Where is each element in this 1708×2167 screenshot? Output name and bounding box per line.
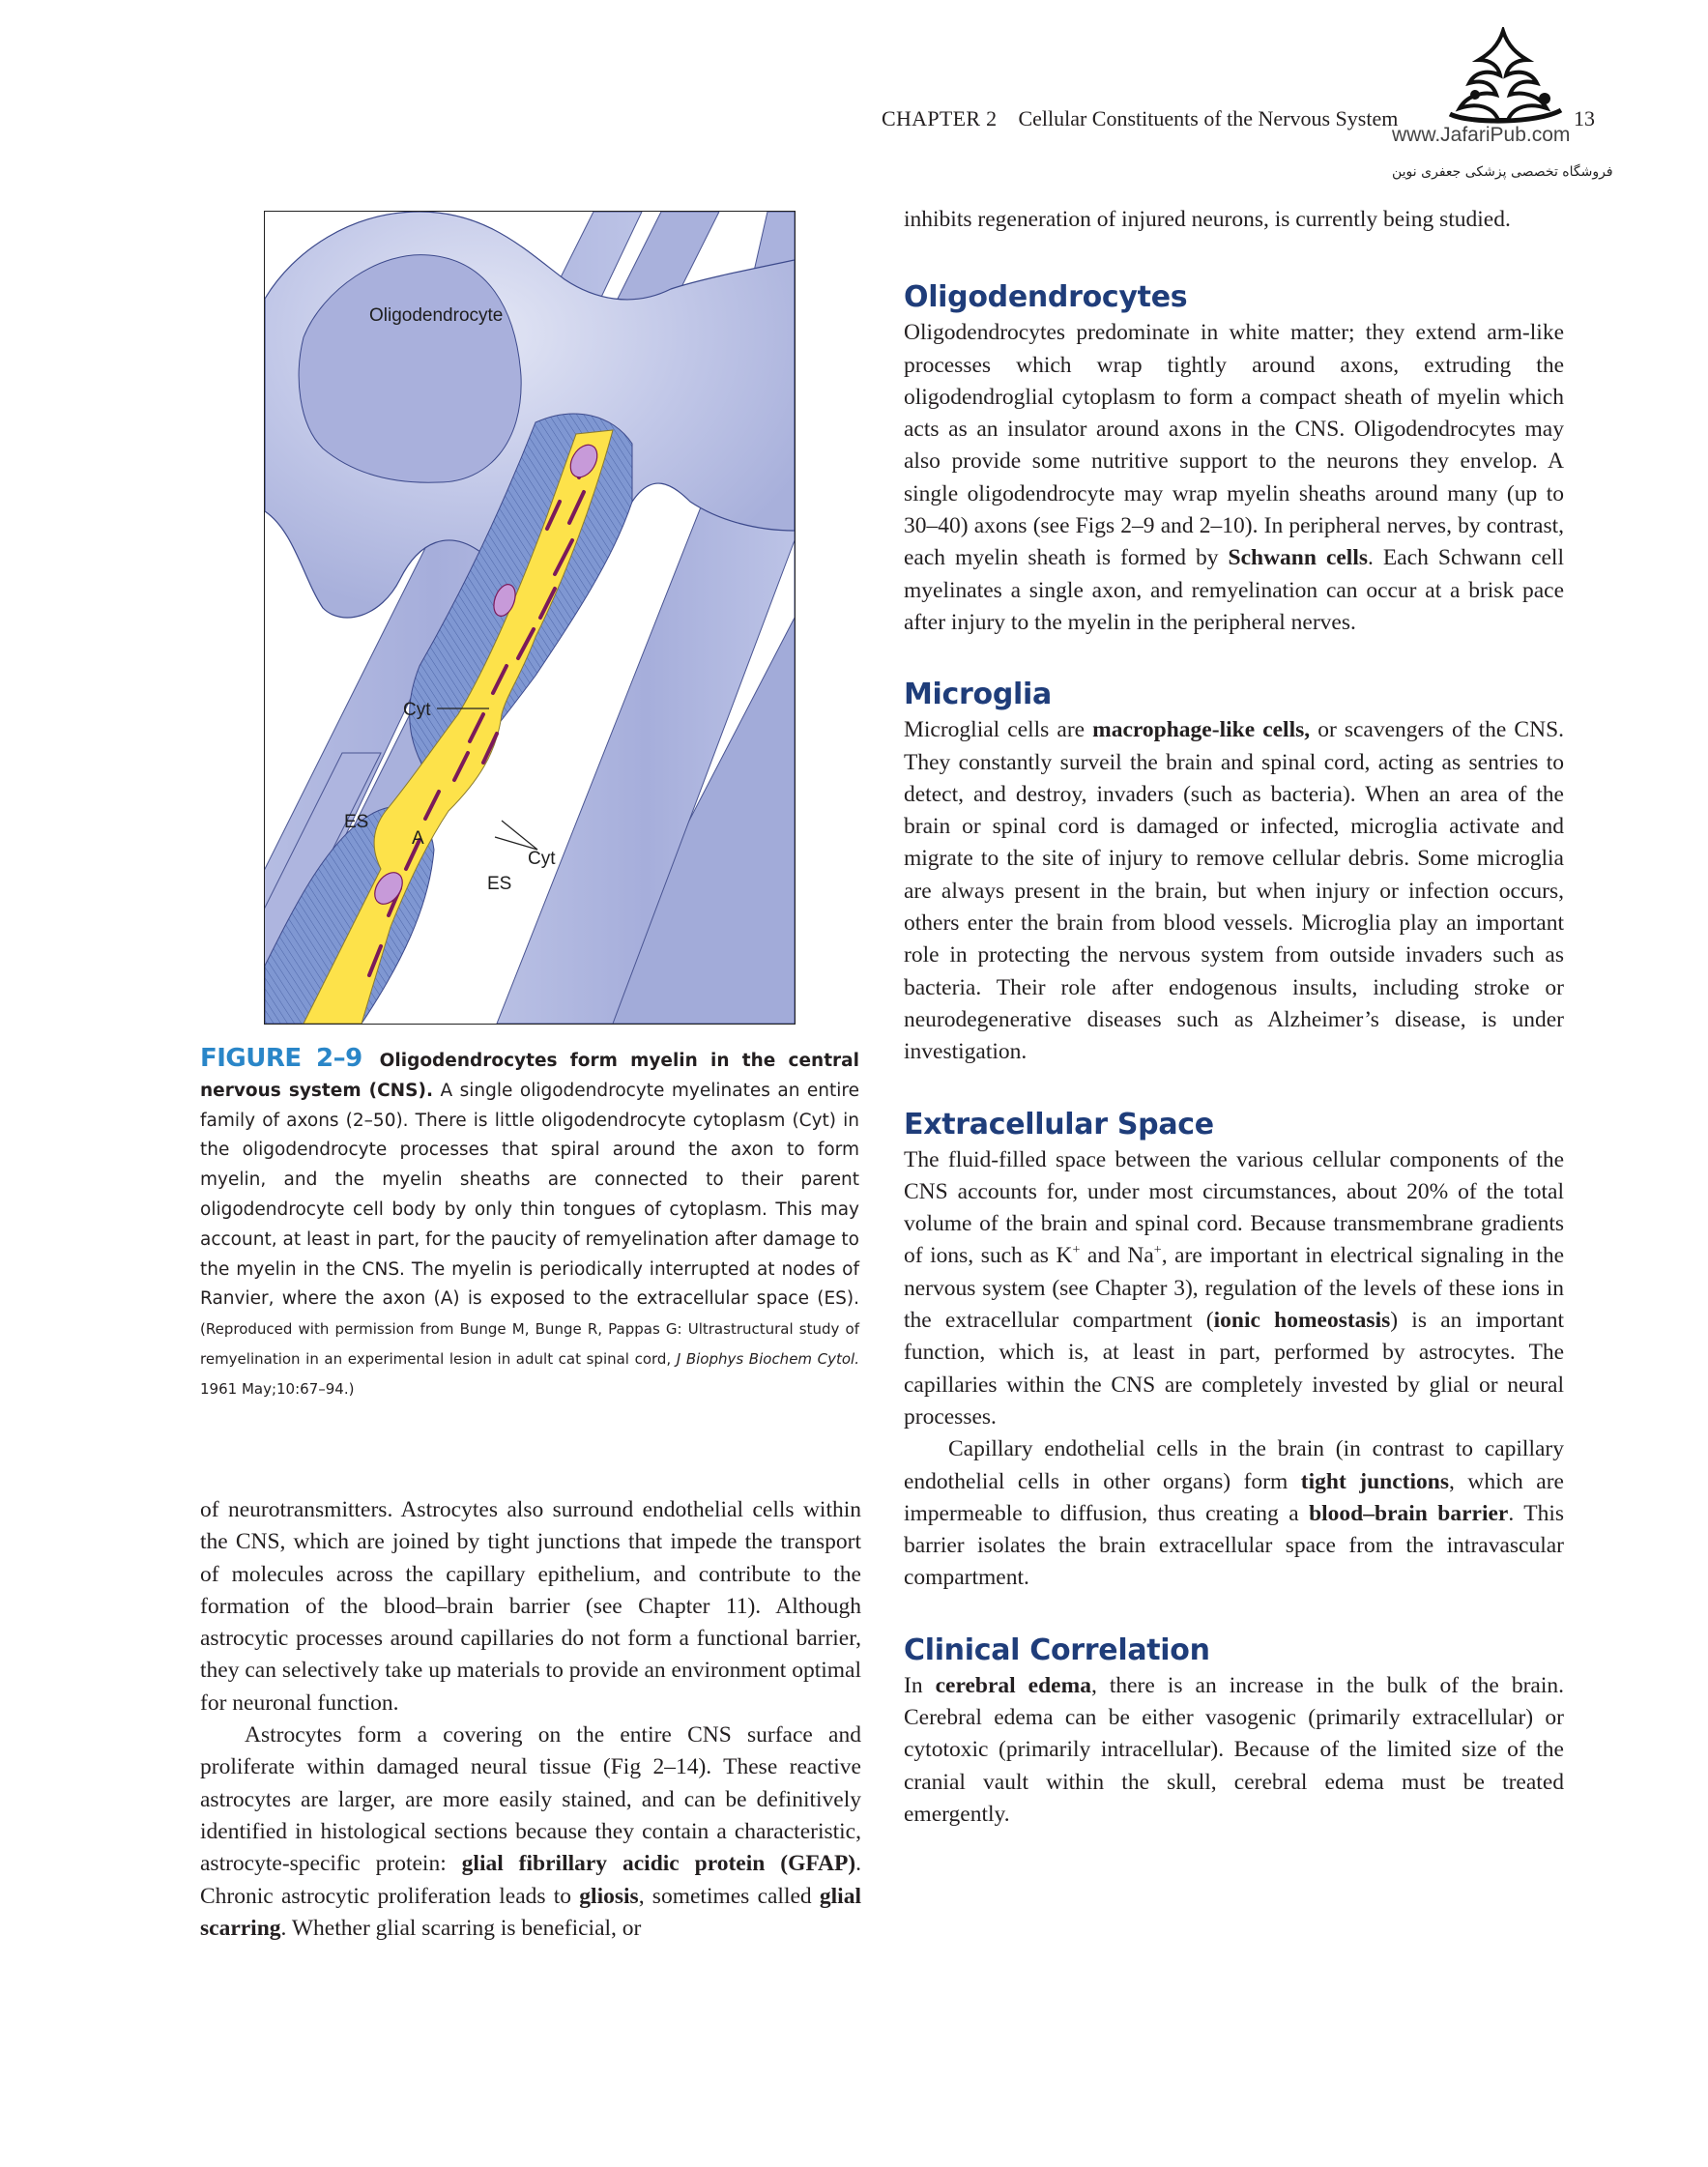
paragraph: Capillary endothelial cells in the brain (in contrast to capillary endothelial cells in other organs) form tight junctions, which are impermeable to diffusion, thus creating a blood–brain barrier. This barrier isolates the brain extracellular space from the intravascular compartment. [904, 1436, 1564, 1591]
section-heading-extracellular-space: Extracellular Space [904, 1107, 1214, 1141]
label-cyt-top: Cyt [403, 700, 431, 720]
section-heading-clinical-correlation: Clinical Correlation [904, 1632, 1210, 1667]
jafari-logo-icon [1431, 27, 1576, 133]
watermark-store-text: فروشگاه تخصصی پزشکی جعفری نوین [1392, 164, 1613, 180]
figure-number: FIGURE 2–9 [200, 1044, 362, 1073]
chapter-label: CHAPTER 2 [882, 106, 998, 130]
left-column [200, 1494, 861, 1945]
paragraph: The fluid-filled space between the various cellular components of the CNS accounts for, under most circumstances, about 20% of the total volume of the brain and spinal cord. Because transmembrane gradients of ions, such as K+ and Na+, are important in electrical signaling in the nervous system (see Chapter 3), regulation of the levels of these ions in the extracellular compartment (ionic homeostasis) is an important function, which is, at least in part, performed by astrocytes. The capillaries within the CNS are completely invested by glial or neural processes. [904, 1146, 1564, 1430]
paragraph: inhibits regeneration of injured neurons, is currently being studied. [904, 207, 1511, 232]
right-column [904, 204, 1564, 1831]
paragraph: Microglial cells are macrophage-like cells, or scavengers of the CNS. They constantly surveil the brain and spinal cord, acting as sentries to detect, and destroy, invaders (such as bacteria). When an area of the brain or spinal cord is damaged or infected, microglia activate and migrate to the site of injury to remove cellular debris. Some microglia are always present in the brain, but when injury or infection occurs, others enter the brain from blood vessels. Microglia play an important role in protecting the nervous system from outside invaders such as bacteria. Their role after endogenous insults, including stroke or neurodegenerative diseases such as Alzheimer’s disease, is under investigation. [904, 717, 1565, 1065]
label-axon: A [412, 828, 424, 849]
watermark-url: www.JafariPub.com [1392, 124, 1571, 146]
caption-body: A single oligodendrocyte myelinates an entire family of axons (2–50). There is little oligodendrocyte cytoplasm (Cyt) in the oligodendrocyte processes that spiral around the axon to form myelin, and the myelin sheaths are connected to their parent oligodendrocyte cell body by only thin tongues of cytoplasm. This may account, at least in part, for the paucity of remyelination after damage to the myelin in the CNS. The myelin is periodically interrupted at nodes of Ranvier, where the axon (A) is exposed to the extracellular space (ES). [200, 1080, 859, 1310]
paragraph: In cerebral edema, there is an increase in the bulk of the brain. Cerebral edema can be either vasogenic (primarily extracellular) or cytotoxic (primarily intracellular). Because of the limited size of the cranial vault within the skull, cerebral edema must be treated emergently. [904, 1672, 1564, 1827]
label-es-left: ES [344, 812, 369, 832]
figure-title: Oligodendrocytes form myelin in the central nervous system (CNS). [200, 1051, 859, 1101]
chapter-title: Cellular Constituents of the Nervous System [1018, 106, 1399, 130]
caption-credit: (Reproduced with permission from Bunge M, Bunge R, Pappas G: Ultrastructural study of remyelination in an experimental lesion in adult cat spinal cord, J Biophys Biochem Cytol. 1961 May;10:67–94.) [200, 1320, 859, 1398]
figure-caption [200, 1044, 859, 1404]
label-es-right: ES [487, 874, 512, 894]
paragraph: of neurotransmitters. Astrocytes also surround endothelial cells within the CNS, which are joined by tight junctions that impede the transport of molecules across the capillary epithelium, and contribute to the formation of the blood–brain barrier (see Chapter 11). Although astrocytic processes around capillaries do not form a functional barrier, they can selectively take up materials to provide an environment optimal for neuronal function. [200, 1497, 861, 1716]
section-heading-oligodendrocytes: Oligodendrocytes [904, 280, 1188, 315]
paragraph: Oligodendrocytes predominate in white matter; they extend arm-like processes which wrap tightly around axons, extruding the oligodendroglial cytoplasm to form a compact sheath of myelin which acts as an insulator around axons in the CNS. Oligodendrocytes may also provide some nutritive support to the neurons they envelop. A single oligodendrocyte may wrap myelin sheaths around many (up to 30–40) axons (see Figs 2–9 and 2–10). In peripheral nerves, by contrast, each myelin sheath is formed by Schwann cells. Each Schwann cell myelinates a single axon, and remyelination can occur at a brisk pace after injury to the myelin in the peripheral nerves. [904, 320, 1564, 635]
page-number: 13 [1574, 106, 1595, 130]
running-head [882, 106, 1398, 131]
figure-2-9-illustration [264, 211, 796, 1025]
paragraph: Astrocytes form a covering on the entire CNS surface and proliferate within damaged neural tissue (Fig 2–14). These reactive astrocytes are larger, are more easily stained, and can be definitively identified in histological sections because they contain a characteristic, astrocyte-specific protein: glial fibrillary acidic protein (GFAP). Chronic astrocytic proliferation leads to gliosis, sometimes called glial scarring. Whether glial scarring is beneficial, or [200, 1722, 862, 1941]
section-heading-microglia: Microglia [904, 678, 1052, 712]
label-oligodendrocyte: Oligodendrocyte [369, 305, 504, 326]
label-cyt-right: Cyt [528, 849, 556, 869]
